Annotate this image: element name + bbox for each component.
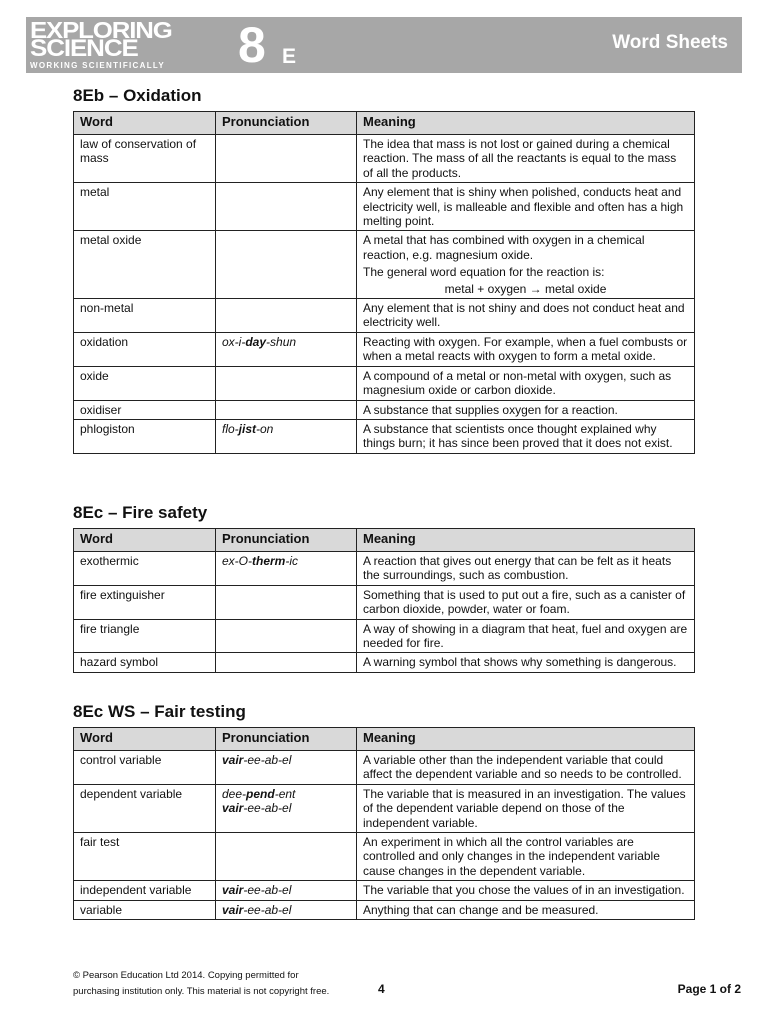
syllable: dee- xyxy=(222,786,247,801)
stressed-syllable: vair xyxy=(222,883,244,898)
pronunciation-cell xyxy=(216,183,357,231)
pronunciation-cell xyxy=(216,653,357,672)
stressed-syllable: vair xyxy=(222,902,244,917)
pronunciation-cell xyxy=(216,332,357,366)
meaning-cell xyxy=(357,400,695,419)
word-cell: exothermic xyxy=(74,552,216,586)
pronunciation-cell xyxy=(216,552,357,586)
pronunciation-cell xyxy=(216,751,357,785)
meaning-cell xyxy=(357,332,695,366)
column-header-pronunciation: Pronunciation xyxy=(216,529,357,552)
stressed-syllable: jist xyxy=(238,421,257,436)
stressed-syllable: pend xyxy=(246,786,275,801)
pronunciation-cell xyxy=(216,833,357,881)
word-table xyxy=(73,727,695,920)
pronunciation-cell xyxy=(216,900,357,919)
header-banner xyxy=(26,17,742,73)
syllable: -ee-ab-el xyxy=(243,902,292,917)
word-table xyxy=(73,111,695,454)
column-header-pronunciation: Pronunciation xyxy=(216,112,357,135)
meaning-cell xyxy=(357,619,695,653)
word-cell: metal xyxy=(74,183,216,231)
word-cell: oxide xyxy=(74,366,216,400)
meaning-cell xyxy=(357,419,695,453)
column-header-word: Word xyxy=(74,728,216,751)
pronunciation-line xyxy=(222,335,350,349)
word-cell: variable xyxy=(74,900,216,919)
pronunciation-line xyxy=(222,787,350,801)
table-row xyxy=(74,619,695,653)
meaning-text: The variable that you chose the values of in an investigation. xyxy=(363,883,685,898)
table-row xyxy=(74,231,695,299)
syllable: -ee-ab-el xyxy=(243,883,292,898)
column-header-meaning: Meaning xyxy=(357,728,695,751)
meaning-cell xyxy=(357,299,695,333)
word-cell: oxidiser xyxy=(74,400,216,419)
pronunciation-cell xyxy=(216,419,357,453)
pronunciation-cell xyxy=(216,135,357,183)
pronunciation-cell xyxy=(216,231,357,299)
meaning-cell xyxy=(357,585,695,619)
table-row xyxy=(74,751,695,785)
meaning-cell xyxy=(357,881,695,900)
grade-unit: E xyxy=(282,45,297,68)
table-row xyxy=(74,881,695,900)
meaning-text: Any element that is shiny when polished, conducts heat and electricity well, is malleable and flexible and often has a high melting point. xyxy=(363,185,684,229)
logo-subtitle: WORKING SCIENTIFICALLY xyxy=(30,61,165,70)
meaning-cell xyxy=(357,135,695,183)
syllable: -ent xyxy=(274,786,296,801)
pronunciation-cell xyxy=(216,619,357,653)
page-title: Word Sheets xyxy=(612,32,728,53)
table-row xyxy=(74,552,695,586)
meaning-text: Any element that is not shiny and does not conduct heat and electricity well. xyxy=(363,301,685,330)
meaning-cell xyxy=(357,231,695,299)
copyright-line: © Pearson Education Ltd 2014. Copying permitted for xyxy=(73,970,299,981)
word-cell: fair test xyxy=(74,833,216,881)
logo-line1: EXPLORING xyxy=(30,17,172,43)
table-row xyxy=(74,900,695,919)
word-cell: fire triangle xyxy=(74,619,216,653)
pronunciation-cell xyxy=(216,299,357,333)
word-cell: fire extinguisher xyxy=(74,585,216,619)
meaning-text: A way of showing in a diagram that heat, fuel and oxygen are needed for fire. xyxy=(363,621,688,651)
table-row xyxy=(74,585,695,619)
pronunciation-cell xyxy=(216,881,357,900)
pronunciation-line xyxy=(222,883,350,897)
section-title: 8Ec – Fire safety xyxy=(73,503,208,522)
word-cell: oxidation xyxy=(74,332,216,366)
meaning-text: An experiment in which all the control variables are controlled and only changes in the independent variable cause changes in the dependent variable. xyxy=(363,835,660,878)
word-table xyxy=(73,528,695,673)
meaning-cell xyxy=(357,653,695,672)
syllable: ox-i- xyxy=(222,334,246,349)
word-cell: control variable xyxy=(74,751,216,785)
meaning-text: A reaction that gives out energy that can be felt as it heats the surroundings, such as combustion. xyxy=(363,554,672,583)
pronunciation-line xyxy=(222,422,350,436)
meaning-text: The variable that is measured in an investigation. The values of the dependent variable depend on those of the independent variable. xyxy=(363,786,686,830)
grade-number: 8 xyxy=(238,17,264,73)
meaning-text: The general word equation for the reaction is: xyxy=(363,265,605,280)
meaning-cell xyxy=(357,900,695,919)
meaning-cell xyxy=(357,366,695,400)
table-row xyxy=(74,366,695,400)
syllable: ex-O- xyxy=(222,554,252,568)
syllable: -shun xyxy=(266,334,297,349)
meaning-cell xyxy=(357,183,695,231)
section-title: 8Eb – Oxidation xyxy=(73,86,202,105)
pronunciation-cell xyxy=(216,400,357,419)
stressed-syllable: therm xyxy=(252,554,286,568)
table-row xyxy=(74,332,695,366)
table-row xyxy=(74,833,695,881)
pronunciation-cell xyxy=(216,585,357,619)
meaning-text: Reacting with oxygen. For example, when a fuel combusts or when a metal reacts with oxygen to form a metal oxide. xyxy=(363,334,688,364)
table-row xyxy=(74,653,695,672)
table-row xyxy=(74,299,695,333)
meaning-text: Something that is used to put out a fire, such as a canister of carbon dioxide, powder, water or foam. xyxy=(363,587,686,617)
meaning-text: A substance that scientists once thought explained why things burn; it has since been proved that it does not exist. xyxy=(363,421,673,451)
page-number: 4 xyxy=(378,982,385,996)
table-row xyxy=(74,419,695,453)
page-count: Page 1 of 2 xyxy=(677,982,741,996)
stressed-syllable: vair xyxy=(222,753,244,767)
pronunciation-cell xyxy=(216,784,357,832)
word-cell: hazard symbol xyxy=(74,653,216,672)
section-title: 8Ec WS – Fair testing xyxy=(73,702,246,721)
pronunciation-line xyxy=(222,903,350,917)
meaning-text: A metal that has combined with oxygen in a chemical reaction, e.g. magnesium oxide. xyxy=(363,233,645,262)
meaning-text: The idea that mass is not lost or gained during a chemical reaction. The mass of all the reactants is equal to the mass of all the products. xyxy=(363,137,677,180)
syllable: -ic xyxy=(285,554,299,568)
column-header-word: Word xyxy=(74,112,216,135)
stressed-syllable: vair xyxy=(222,801,244,816)
meaning-text: A compound of a metal or non-metal with oxygen, such as magnesium oxide or carbon dioxide. xyxy=(363,368,672,398)
word-cell: phlogiston xyxy=(74,419,216,453)
exploring-science-logo xyxy=(30,17,242,73)
table-row xyxy=(74,183,695,231)
meaning-text: A variable other than the independent variable that could affect the dependent variable and so needs to be controlled. xyxy=(363,753,682,782)
meaning-text: A substance that supplies oxygen for a reaction. xyxy=(363,402,618,417)
column-header-pronunciation: Pronunciation xyxy=(216,728,357,751)
table-row xyxy=(74,400,695,419)
logo-line2: SCIENCE xyxy=(30,35,138,62)
column-header-word: Word xyxy=(74,529,216,552)
word-cell: law of conservation of mass xyxy=(74,135,216,183)
table-row xyxy=(74,135,695,183)
word-cell: metal oxide xyxy=(74,231,216,299)
table-row xyxy=(74,784,695,832)
word-equation: metal + oxygen → metal oxide xyxy=(444,281,607,296)
meaning-text: Anything that can change and be measured. xyxy=(363,902,599,917)
meaning-cell xyxy=(357,833,695,881)
column-header-meaning: Meaning xyxy=(357,112,695,135)
word-cell: independent variable xyxy=(74,881,216,900)
copyright-notice xyxy=(73,968,373,1000)
meaning-cell xyxy=(357,552,695,586)
pronunciation-line xyxy=(222,801,350,815)
meaning-cell xyxy=(357,751,695,785)
pronunciation-line xyxy=(222,753,350,767)
pronunciation-line xyxy=(222,554,350,568)
meaning-cell xyxy=(357,784,695,832)
syllable: -ee-ab-el xyxy=(243,753,292,767)
stressed-syllable: day xyxy=(245,334,267,349)
word-cell: non-metal xyxy=(74,299,216,333)
meaning-text: A warning symbol that shows why something is dangerous. xyxy=(363,655,677,670)
syllable: flo- xyxy=(222,421,239,436)
syllable: -ee-ab-el xyxy=(243,801,292,816)
word-cell: dependent variable xyxy=(74,784,216,832)
syllable: -on xyxy=(256,421,274,436)
copyright-line: purchasing institution only. This material is not copyright free. xyxy=(73,986,330,997)
pronunciation-cell xyxy=(216,366,357,400)
column-header-meaning: Meaning xyxy=(357,529,695,552)
